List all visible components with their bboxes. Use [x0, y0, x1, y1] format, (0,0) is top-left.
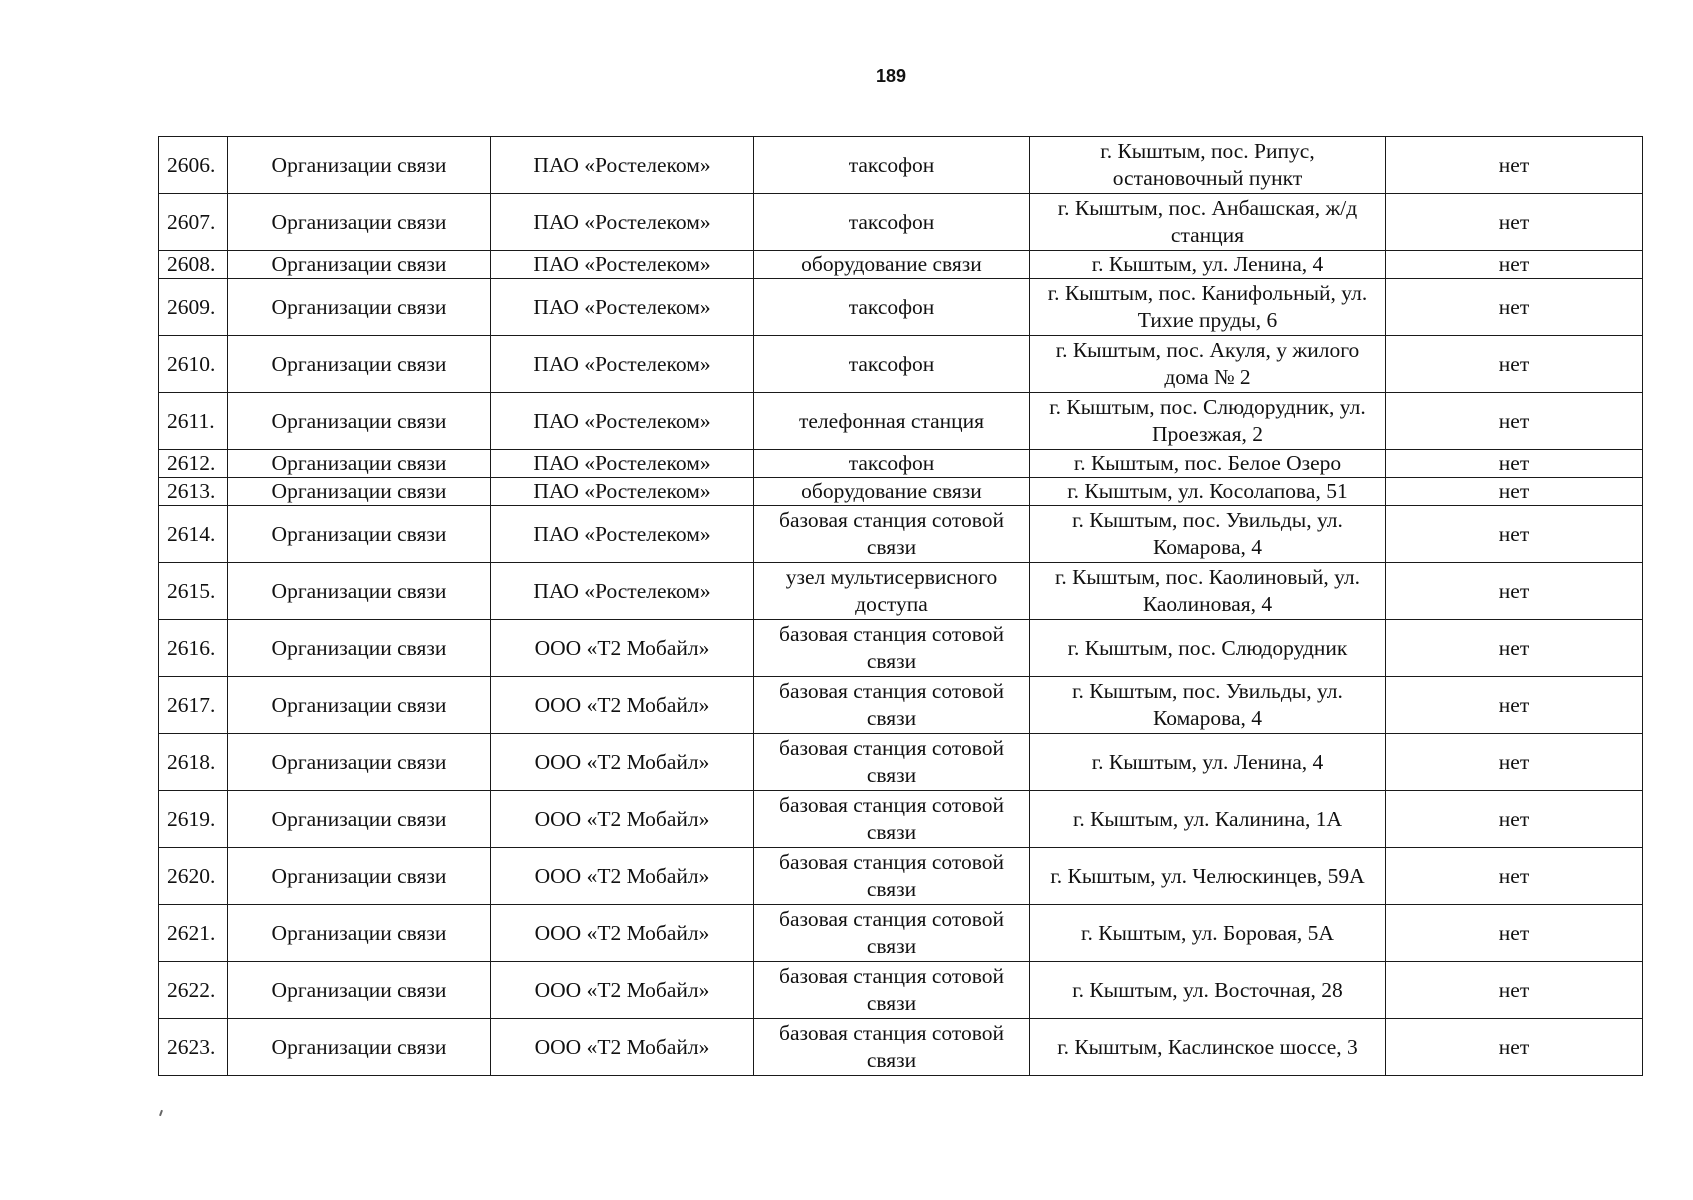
table-row [159, 279, 1643, 336]
category-cell: Организации связи [228, 962, 491, 1019]
table-row [159, 137, 1643, 194]
object-type-cell: базовая станция сотовой связи [754, 848, 1030, 905]
object-type-cell: таксофон [754, 450, 1030, 478]
table-row [159, 506, 1643, 563]
organization-cell: ПАО «Ростелеком» [491, 336, 754, 393]
flag-cell: нет [1386, 905, 1643, 962]
object-type-cell: оборудование связи [754, 251, 1030, 279]
category-cell: Организации связи [228, 336, 491, 393]
flag-cell: нет [1386, 478, 1643, 506]
object-type-cell: базовая станция сотовой связи [754, 620, 1030, 677]
flag-cell: нет [1386, 1019, 1643, 1076]
row-number-cell: 2614. [159, 506, 228, 563]
object-type-cell: таксофон [754, 279, 1030, 336]
organization-cell: ПАО «Ростелеком» [491, 478, 754, 506]
category-cell: Организации связи [228, 194, 491, 251]
row-number-cell: 2618. [159, 734, 228, 791]
row-number-cell: 2612. [159, 450, 228, 478]
organization-cell: ПАО «Ростелеком» [491, 279, 754, 336]
table-row [159, 251, 1643, 279]
category-cell: Организации связи [228, 1019, 491, 1076]
row-number-cell: 2610. [159, 336, 228, 393]
table-row [159, 563, 1643, 620]
table-row [159, 194, 1643, 251]
organization-cell: ООО «Т2 Мобайл» [491, 620, 754, 677]
organization-cell: ПАО «Ростелеком» [491, 506, 754, 563]
organization-cell: ООО «Т2 Мобайл» [491, 905, 754, 962]
organization-cell: ООО «Т2 Мобайл» [491, 734, 754, 791]
address-cell: г. Кыштым, ул. Ленина, 4 [1030, 251, 1386, 279]
address-cell: г. Кыштым, Каслинское шоссе, 3 [1030, 1019, 1386, 1076]
category-cell: Организации связи [228, 137, 491, 194]
object-type-cell: базовая станция сотовой связи [754, 791, 1030, 848]
flag-cell: нет [1386, 620, 1643, 677]
object-type-cell: таксофон [754, 194, 1030, 251]
row-number-cell: 2619. [159, 791, 228, 848]
address-cell: г. Кыштым, пос. Рипус, остановочный пункт [1030, 137, 1386, 194]
page-number: 189 [875, 66, 907, 86]
address-cell: г. Кыштым, пос. Слюдорудник [1030, 620, 1386, 677]
row-number-cell: 2620. [159, 848, 228, 905]
address-cell: г. Кыштым, пос. Каолиновый, ул. Каолиновая, 4 [1030, 563, 1386, 620]
flag-cell: нет [1386, 734, 1643, 791]
address-cell: г. Кыштым, ул. Боровая, 5А [1030, 905, 1386, 962]
row-number-cell: 2609. [159, 279, 228, 336]
flag-cell: нет [1386, 848, 1643, 905]
category-cell: Организации связи [228, 393, 491, 450]
category-cell: Организации связи [228, 905, 491, 962]
table-row [159, 1019, 1643, 1076]
row-number-cell: 2611. [159, 393, 228, 450]
category-cell: Организации связи [228, 450, 491, 478]
address-cell: г. Кыштым, пос. Анбашская, ж/д станция [1030, 194, 1386, 251]
category-cell: Организации связи [228, 620, 491, 677]
table-row [159, 336, 1643, 393]
address-cell: г. Кыштым, ул. Косолапова, 51 [1030, 478, 1386, 506]
category-cell: Организации связи [228, 279, 491, 336]
table-row [159, 734, 1643, 791]
object-type-cell: базовая станция сотовой связи [754, 905, 1030, 962]
flag-cell: нет [1386, 251, 1643, 279]
flag-cell: нет [1386, 506, 1643, 563]
registry-table-body [159, 137, 1643, 1076]
address-cell: г. Кыштым, пос. Белое Озеро [1030, 450, 1386, 478]
flag-cell: нет [1386, 962, 1643, 1019]
table-row [159, 677, 1643, 734]
flag-cell: нет [1386, 137, 1643, 194]
flag-cell: нет [1386, 791, 1643, 848]
organization-cell: ПАО «Ростелеком» [491, 393, 754, 450]
object-type-cell: узел мультисервисного доступа [754, 563, 1030, 620]
address-cell: г. Кыштым, ул. Восточная, 28 [1030, 962, 1386, 1019]
row-number-cell: 2623. [159, 1019, 228, 1076]
organization-cell: ООО «Т2 Мобайл» [491, 791, 754, 848]
category-cell: Организации связи [228, 478, 491, 506]
row-number-cell: 2616. [159, 620, 228, 677]
object-type-cell: телефонная станция [754, 393, 1030, 450]
flag-cell: нет [1386, 194, 1643, 251]
organization-cell: ООО «Т2 Мобайл» [491, 962, 754, 1019]
address-cell: г. Кыштым, пос. Увильды, ул. Комарова, 4 [1030, 677, 1386, 734]
object-type-cell: базовая станция сотовой связи [754, 962, 1030, 1019]
table-row [159, 848, 1643, 905]
organization-cell: ПАО «Ростелеком» [491, 194, 754, 251]
category-cell: Организации связи [228, 563, 491, 620]
object-type-cell: базовая станция сотовой связи [754, 677, 1030, 734]
row-number-cell: 2621. [159, 905, 228, 962]
row-number-cell: 2622. [159, 962, 228, 1019]
organization-cell: ПАО «Ростелеком» [491, 137, 754, 194]
organization-cell: ООО «Т2 Мобайл» [491, 848, 754, 905]
address-cell: г. Кыштым, пос. Увильды, ул. Комарова, 4 [1030, 506, 1386, 563]
scan-mark [159, 1110, 163, 1116]
address-cell: г. Кыштым, ул. Калинина, 1А [1030, 791, 1386, 848]
category-cell: Организации связи [228, 677, 491, 734]
table-row [159, 791, 1643, 848]
flag-cell: нет [1386, 336, 1643, 393]
row-number-cell: 2613. [159, 478, 228, 506]
object-type-cell: таксофон [754, 137, 1030, 194]
flag-cell: нет [1386, 450, 1643, 478]
row-number-cell: 2607. [159, 194, 228, 251]
object-type-cell: оборудование связи [754, 478, 1030, 506]
category-cell: Организации связи [228, 251, 491, 279]
table-row [159, 962, 1643, 1019]
organization-cell: ПАО «Ростелеком» [491, 251, 754, 279]
organization-cell: ООО «Т2 Мобайл» [491, 1019, 754, 1076]
address-cell: г. Кыштым, ул. Челюскинцев, 59А [1030, 848, 1386, 905]
organization-cell: ПАО «Ростелеком» [491, 450, 754, 478]
flag-cell: нет [1386, 563, 1643, 620]
row-number-cell: 2606. [159, 137, 228, 194]
table-row [159, 478, 1643, 506]
flag-cell: нет [1386, 677, 1643, 734]
table-row [159, 450, 1643, 478]
flag-cell: нет [1386, 393, 1643, 450]
row-number-cell: 2615. [159, 563, 228, 620]
category-cell: Организации связи [228, 791, 491, 848]
table-row [159, 905, 1643, 962]
category-cell: Организации связи [228, 506, 491, 563]
table-row [159, 393, 1643, 450]
organization-cell: ООО «Т2 Мобайл» [491, 677, 754, 734]
row-number-cell: 2617. [159, 677, 228, 734]
object-type-cell: базовая станция сотовой связи [754, 506, 1030, 563]
organization-cell: ПАО «Ростелеком» [491, 563, 754, 620]
registry-table [158, 136, 1643, 1076]
object-type-cell: базовая станция сотовой связи [754, 1019, 1030, 1076]
object-type-cell: базовая станция сотовой связи [754, 734, 1030, 791]
table-row [159, 620, 1643, 677]
category-cell: Организации связи [228, 848, 491, 905]
address-cell: г. Кыштым, пос. Слюдорудник, ул. Проезжая, 2 [1030, 393, 1386, 450]
row-number-cell: 2608. [159, 251, 228, 279]
category-cell: Организации связи [228, 734, 491, 791]
flag-cell: нет [1386, 279, 1643, 336]
address-cell: г. Кыштым, пос. Акуля, у жилого дома № 2 [1030, 336, 1386, 393]
object-type-cell: таксофон [754, 336, 1030, 393]
address-cell: г. Кыштым, ул. Ленина, 4 [1030, 734, 1386, 791]
address-cell: г. Кыштым, пос. Канифольный, ул. Тихие пруды, 6 [1030, 279, 1386, 336]
